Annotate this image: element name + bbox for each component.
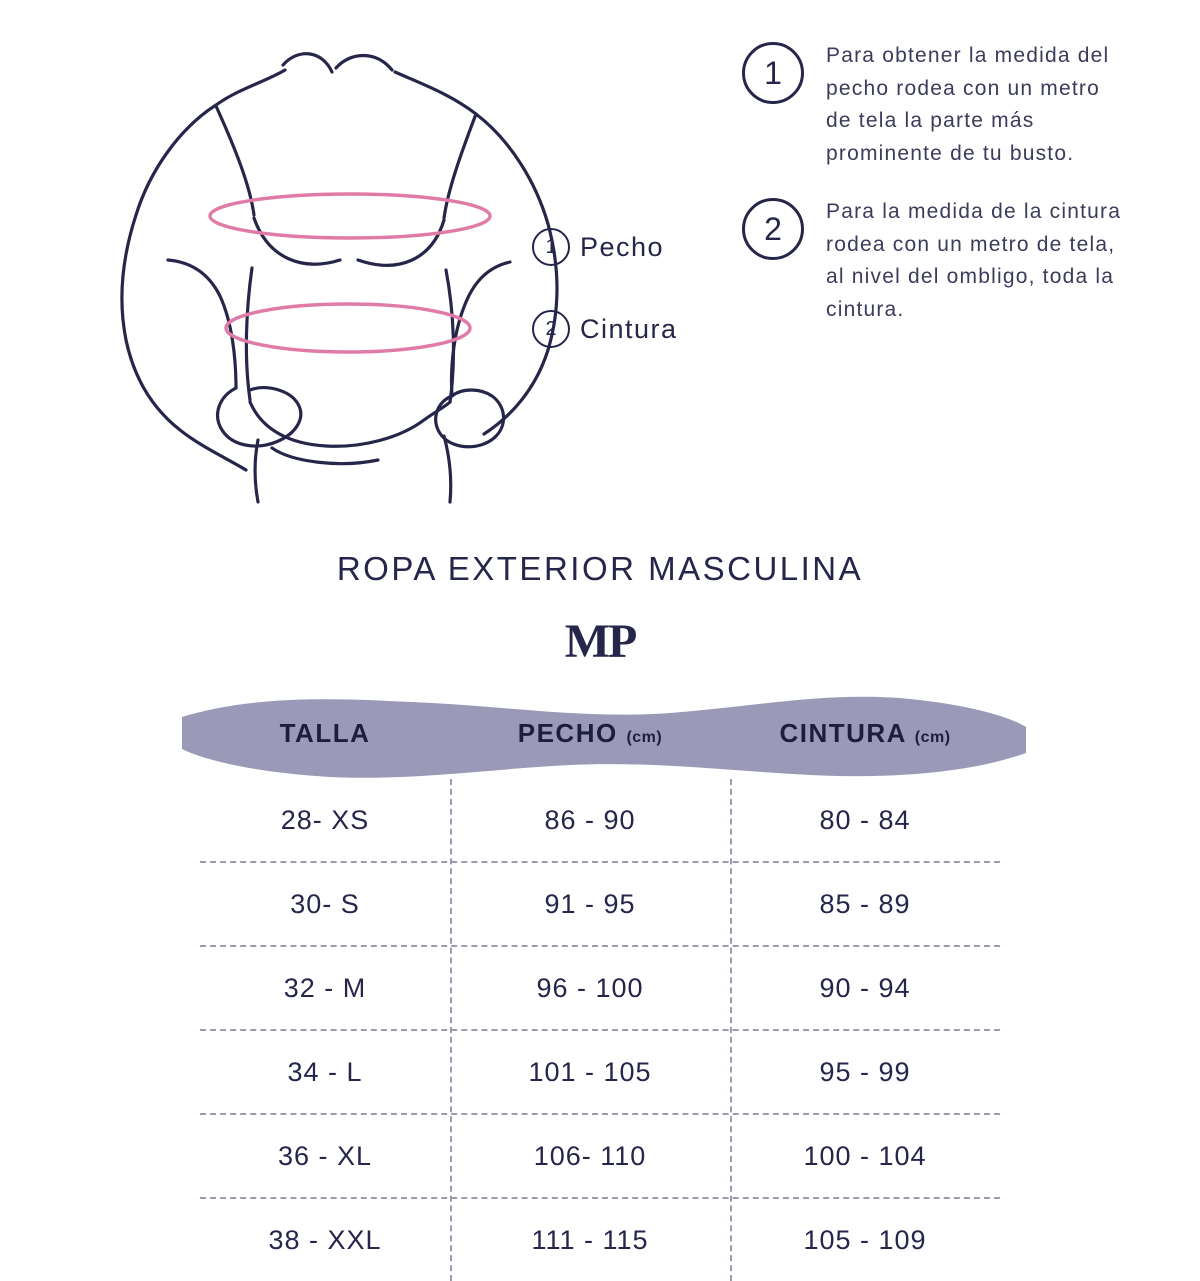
- cell-talla: 36 - XL: [277, 1140, 373, 1171]
- cell-talla: 32 - M: [283, 972, 367, 1003]
- cell-cintura: 105 - 109: [803, 1224, 927, 1255]
- table-row: [200, 863, 1000, 947]
- column-header-pecho-label: PECHO: [517, 717, 618, 748]
- column-header-cintura-label: CINTURA: [779, 717, 906, 748]
- column-header-cintura-unit: (cm): [914, 728, 951, 746]
- brand-logo: MP: [564, 615, 636, 668]
- table-row: [200, 947, 1000, 1031]
- column-header-pecho-unit: (cm): [626, 728, 663, 746]
- diagram-label-cintura-number: 2: [532, 310, 570, 348]
- cell-cintura: 90 - 94: [819, 972, 911, 1003]
- diagram-label-pecho-text: Pecho: [580, 231, 665, 262]
- diagram-label-pecho-number: 1: [532, 228, 570, 266]
- size-chart-table: [200, 687, 1000, 1281]
- column-header-talla-label: TALLA: [279, 717, 371, 748]
- cell-pecho: 106- 110: [533, 1140, 647, 1171]
- cell-pecho: 111 - 115: [531, 1224, 649, 1255]
- instructions-list: [742, 40, 1162, 352]
- cell-talla: 38 - XXL: [268, 1224, 382, 1255]
- diagram-label-pecho: [532, 228, 664, 266]
- cell-talla: 30- S: [290, 888, 360, 919]
- step-1-text: Para obtener la medida del pecho rodea con un metro de tela la parte más prominente de tu busto.: [826, 44, 1110, 165]
- diagram-labels: [40, 10, 740, 510]
- table-row: [200, 779, 1000, 863]
- cell-pecho: 96 - 100: [536, 972, 644, 1003]
- step-2-number: 2: [742, 198, 804, 260]
- cell-talla: 28- XS: [280, 804, 370, 835]
- table-body: [200, 779, 1000, 1281]
- diagram-label-cintura-text: Cintura: [580, 313, 678, 344]
- step-2-text: Para la medida de la cintura rodea con un metro de tela, al nivel del ombligo, toda la cintura.: [826, 200, 1122, 321]
- column-header-talla: [200, 718, 450, 749]
- table-header: [200, 687, 1000, 779]
- instruction-step-2: [742, 196, 1162, 326]
- column-header-pecho: [450, 718, 730, 749]
- cell-cintura: 80 - 84: [819, 804, 911, 835]
- measurement-guide-section: [0, 0, 1200, 530]
- body-illustration: [40, 10, 740, 510]
- diagram-label-cintura: [532, 310, 678, 348]
- cell-pecho: 91 - 95: [544, 888, 636, 919]
- cell-pecho: 86 - 90: [544, 804, 636, 835]
- cell-talla: 34 - L: [287, 1056, 363, 1087]
- cell-pecho: 101 - 105: [528, 1056, 652, 1087]
- column-header-cintura: [730, 718, 1000, 749]
- table-row: [200, 1031, 1000, 1115]
- instruction-step-1: [742, 40, 1162, 170]
- cell-cintura: 95 - 99: [819, 1056, 911, 1087]
- size-chart-title: ROPA EXTERIOR MASCULINA: [336, 550, 864, 587]
- cell-cintura: 85 - 89: [819, 888, 911, 919]
- cell-cintura: 100 - 104: [803, 1140, 927, 1171]
- table-row: [200, 1115, 1000, 1199]
- step-1-number: 1: [742, 42, 804, 104]
- table-row: [200, 1199, 1000, 1281]
